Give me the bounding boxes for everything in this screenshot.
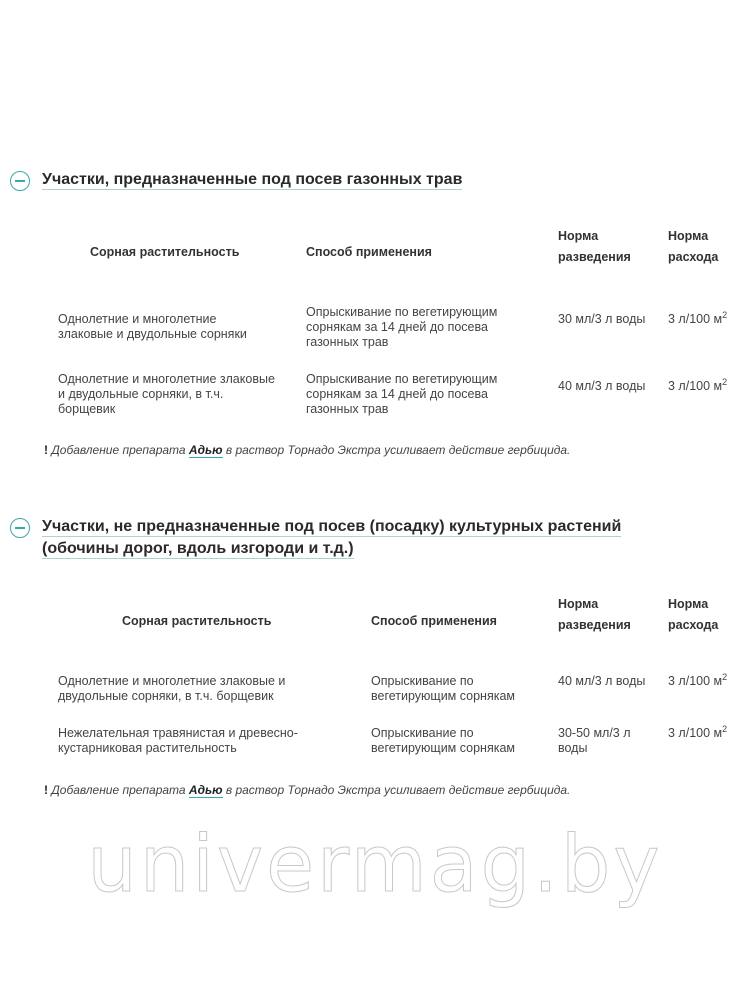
section-2-note: ! Добавление препарата Адью в раствор Торнадо Экстра усиливает действие гербицида. (44, 783, 571, 797)
header-method: Способ применения (371, 614, 497, 628)
cell-weeds: Нежелательная травянистая и древесно-кустарниковая растительность (58, 726, 298, 755)
header-weeds: Сорная растительность (122, 614, 272, 628)
collapse-icon[interactable] (10, 518, 30, 538)
header-dilution: Норма разведения (558, 229, 631, 264)
cell-dilution: 40 мл/3 л воды (558, 674, 646, 688)
section-2-header[interactable] (10, 516, 621, 560)
header-rate: Норма расхода (668, 597, 719, 632)
cell-weeds: Однолетние и многолетние злаковые и двудольные сорняки, в т.ч. борщевик (58, 674, 286, 703)
watermark: univermag.by (87, 820, 663, 910)
product-link[interactable]: Адью (188, 443, 223, 457)
section-1-title: Участки, предназначенные под посев газонных трав (42, 171, 463, 188)
cell-rate: 3 л/100 $м^2$ (668, 309, 728, 326)
cell-method: Опрыскивание по вегетирующим сорнякам за 14 дней до посева газонных трав (306, 305, 498, 349)
cell-method: Опрыскивание по вегетирующим сорнякам за 14 дней до посева газонных трав (306, 372, 498, 416)
collapse-icon[interactable] (10, 171, 30, 191)
cell-rate: 3 л/100 $м^2$ (668, 376, 728, 393)
cell-rate: 3 л/100 $м^2$ (668, 723, 728, 740)
header-dilution: Норма разведения (558, 597, 631, 632)
cell-dilution: 30 мл/3 л воды (558, 312, 646, 326)
cell-method: Опрыскивание по вегетирующим сорнякам (371, 674, 516, 703)
section-1-note: ! Добавление препарата Адью в раствор Торнадо Экстра усиливает действие гербицида. (44, 443, 571, 457)
cell-weeds: Однолетние и многолетние злаковые и двудольные сорняки, в т.ч. борщевик (58, 372, 275, 416)
cell-rate: 3 л/100 $м^2$ (668, 671, 728, 688)
header-weeds: Сорная растительность (90, 245, 240, 259)
cell-method: Опрыскивание по вегетирующим сорнякам (371, 726, 516, 755)
cell-weeds: Однолетние и многолетние злаковые и двудольные сорняки (58, 312, 247, 341)
header-method: Способ применения (306, 245, 432, 259)
cell-dilution: 30-50 мл/3 л воды (558, 726, 631, 755)
product-link[interactable]: Адью (188, 783, 223, 797)
section-2-title: Участки, не предназначенные под посев (посадку) культурных растений (обочины дорог, вдоль изгороди и т.д.) (42, 518, 622, 557)
cell-dilution: 40 мл/3 л воды (558, 379, 646, 393)
header-rate: Норма расхода (668, 229, 719, 264)
section-1-header[interactable] (10, 169, 462, 191)
